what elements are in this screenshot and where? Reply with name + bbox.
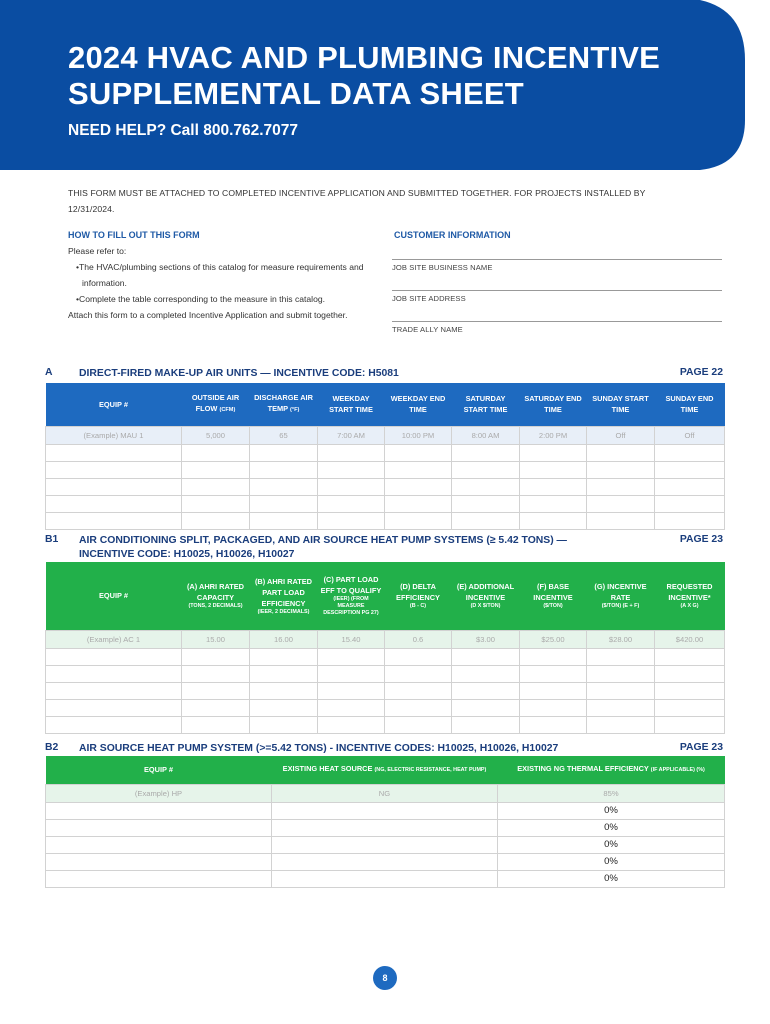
- input-cell[interactable]: [272, 836, 498, 853]
- input-cell[interactable]: [182, 444, 250, 461]
- section-a-letter: A: [45, 367, 53, 378]
- how-to-bullet: • The HVAC/plumbing sections of this catalog for measure requirements and information.: [74, 259, 388, 291]
- table-row: [46, 444, 725, 461]
- example-cell: Off: [587, 426, 655, 444]
- page-title: 2024 HVAC AND PLUMBING INCENTIVE SUPPLEMENTAL DATA SHEET: [68, 40, 661, 111]
- input-cell[interactable]: [46, 648, 182, 665]
- table-row: [46, 665, 725, 682]
- percent-cell[interactable]: 0%: [498, 836, 725, 853]
- input-cell[interactable]: [452, 699, 520, 716]
- input-cell[interactable]: [46, 699, 182, 716]
- percent-cell[interactable]: 0%: [498, 870, 725, 887]
- input-cell[interactable]: [46, 665, 182, 682]
- table-row: [46, 495, 725, 512]
- example-cell: $420.00: [655, 630, 725, 648]
- input-cell[interactable]: [250, 512, 318, 529]
- example-cell: 85%: [498, 784, 725, 802]
- how-to-bullet: • Complete the table corresponding to the measure in this catalog.: [74, 291, 388, 307]
- how-to-body: [68, 243, 388, 323]
- input-cell[interactable]: [587, 682, 655, 699]
- input-cell[interactable]: [587, 478, 655, 495]
- table-row: [46, 512, 725, 529]
- input-cell[interactable]: [272, 853, 498, 870]
- example-cell: (Example) AC 1: [46, 630, 182, 648]
- section-a-page: PAGE 22: [679, 367, 723, 378]
- header-incentive-rate: (G) INCENTIVE RATE ($/TON) (E + F): [587, 562, 655, 630]
- header-base-incentive: (F) BASE INCENTIVE ($/TON): [520, 562, 587, 630]
- input-cell[interactable]: [182, 495, 250, 512]
- input-cell[interactable]: [655, 495, 725, 512]
- input-cell[interactable]: [520, 495, 587, 512]
- input-cell[interactable]: [452, 665, 520, 682]
- example-cell: 2:00 PM: [520, 426, 587, 444]
- input-cell[interactable]: [385, 665, 452, 682]
- example-cell: $28.00: [587, 630, 655, 648]
- input-cell[interactable]: [385, 716, 452, 733]
- input-cell[interactable]: [318, 512, 385, 529]
- input-cell[interactable]: [250, 478, 318, 495]
- input-cell[interactable]: [385, 648, 452, 665]
- input-cell[interactable]: [655, 716, 725, 733]
- header-ahri-efficiency: (B) AHRI RATED PART LOAD EFFICIENCY (IEER, 2 DECIMALS): [250, 562, 318, 630]
- input-cell[interactable]: [655, 444, 725, 461]
- input-cell[interactable]: [272, 802, 498, 819]
- header-outside-air-flow: OUTSIDE AIR FLOW (CFM): [182, 383, 250, 426]
- header-eff-to-qualify: (C) PART LOAD EFF TO QUALIFY (IEER) (FROM MEASURE DESCRIPTION PG 27): [318, 562, 385, 630]
- job-site-business-name-field[interactable]: JOB SITE BUSINESS NAME: [392, 259, 722, 272]
- input-cell[interactable]: [385, 682, 452, 699]
- input-cell[interactable]: [587, 444, 655, 461]
- input-cell[interactable]: [250, 665, 318, 682]
- input-cell[interactable]: [272, 819, 498, 836]
- percent-cell[interactable]: 0%: [498, 819, 725, 836]
- input-cell[interactable]: [385, 444, 452, 461]
- input-cell[interactable]: [272, 870, 498, 887]
- percent-cell[interactable]: 0%: [498, 853, 725, 870]
- table-header-row: [46, 383, 725, 426]
- input-cell[interactable]: [182, 478, 250, 495]
- input-cell[interactable]: [318, 665, 385, 682]
- input-cell[interactable]: [250, 682, 318, 699]
- input-cell[interactable]: [250, 444, 318, 461]
- section-b2-page: PAGE 23: [679, 742, 723, 753]
- header-additional-incentive: (E) ADDITIONAL INCENTIVE (D X $/TON): [452, 562, 520, 630]
- input-cell[interactable]: [587, 512, 655, 529]
- input-cell[interactable]: [520, 461, 587, 478]
- input-cell[interactable]: [520, 648, 587, 665]
- customer-info-title: CUSTOMER INFORMATION: [394, 230, 511, 240]
- header-discharge-air-temp: DISCHARGE AIR TEMP (°F): [250, 383, 318, 426]
- input-cell[interactable]: [452, 682, 520, 699]
- input-cell[interactable]: [587, 699, 655, 716]
- table-header-row: [46, 562, 725, 630]
- input-cell[interactable]: [452, 478, 520, 495]
- example-cell: $25.00: [520, 630, 587, 648]
- page-number: 8: [373, 966, 397, 990]
- header-requested-incentive: REQUESTED INCENTIVE* (A X G): [655, 562, 725, 630]
- example-cell: (Example) MAU 1: [46, 426, 182, 444]
- input-cell[interactable]: [452, 461, 520, 478]
- input-cell[interactable]: [587, 716, 655, 733]
- table-row: [46, 478, 725, 495]
- example-row: [46, 630, 725, 648]
- how-to-lead: Please refer to:: [68, 246, 127, 256]
- input-cell[interactable]: [250, 495, 318, 512]
- input-cell[interactable]: [452, 495, 520, 512]
- percent-cell[interactable]: 0%: [498, 802, 725, 819]
- section-a-table: [45, 383, 725, 530]
- section-b1-letter: B1: [45, 534, 59, 545]
- table-row: [46, 802, 725, 819]
- example-row: [46, 426, 725, 444]
- header-weekday-end: WEEKDAY END TIME: [385, 383, 452, 426]
- input-cell[interactable]: [452, 512, 520, 529]
- input-cell[interactable]: [318, 444, 385, 461]
- input-cell[interactable]: [520, 444, 587, 461]
- input-cell[interactable]: [452, 716, 520, 733]
- table-row: [46, 870, 725, 887]
- example-cell: 15.40: [318, 630, 385, 648]
- input-cell[interactable]: [452, 444, 520, 461]
- input-cell[interactable]: [250, 648, 318, 665]
- input-cell[interactable]: [520, 682, 587, 699]
- example-cell: NG: [272, 784, 498, 802]
- help-phone[interactable]: NEED HELP? Call 800.762.7077: [68, 122, 299, 139]
- example-cell: 8:00 AM: [452, 426, 520, 444]
- input-cell[interactable]: [385, 699, 452, 716]
- input-cell[interactable]: [46, 478, 182, 495]
- table-header-row: [46, 756, 725, 784]
- input-cell[interactable]: [182, 682, 250, 699]
- section-b2-letter: B2: [45, 742, 59, 753]
- input-cell[interactable]: [587, 461, 655, 478]
- input-cell[interactable]: [182, 461, 250, 478]
- example-cell: 16.00: [250, 630, 318, 648]
- header-existing-heat-source: EXISTING HEAT SOURCE (NG, ELECTRIC RESISTANCE, HEAT PUMP): [272, 756, 498, 784]
- input-cell[interactable]: [318, 648, 385, 665]
- header-equip: EQUIP #: [46, 562, 182, 630]
- input-cell[interactable]: [182, 699, 250, 716]
- input-cell[interactable]: [385, 461, 452, 478]
- input-cell[interactable]: [46, 716, 182, 733]
- example-cell: Off: [655, 426, 725, 444]
- input-cell[interactable]: [587, 648, 655, 665]
- example-cell: 5,000: [182, 426, 250, 444]
- input-cell[interactable]: [385, 512, 452, 529]
- table-row: [46, 716, 725, 733]
- section-b2-title: AIR SOURCE HEAT PUMP SYSTEM (>=5.42 TONS) - INCENTIVE CODES: H10025, H10026, H10027: [79, 743, 559, 754]
- input-cell[interactable]: [46, 802, 272, 819]
- example-cell: 65: [250, 426, 318, 444]
- input-cell[interactable]: [250, 699, 318, 716]
- how-to-title: HOW TO FILL OUT THIS FORM: [68, 230, 200, 240]
- input-cell[interactable]: [318, 716, 385, 733]
- input-cell[interactable]: [46, 512, 182, 529]
- input-cell[interactable]: [46, 495, 182, 512]
- section-b2-table: [45, 756, 725, 888]
- input-cell[interactable]: [46, 682, 182, 699]
- section-a-title: DIRECT-FIRED MAKE-UP AIR UNITS — INCENTIVE CODE: H5081: [79, 368, 399, 379]
- input-cell[interactable]: [182, 648, 250, 665]
- section-b1-title: AIR CONDITIONING SPLIT, PACKAGED, AND AIR SOURCE HEAT PUMP SYSTEMS (≥ 5.42 TONS) — INCENTIVE CODE: H10025, H10026, H10027: [79, 535, 567, 560]
- header-weekday-start: WEEKDAY START TIME: [318, 383, 385, 426]
- header-saturday-start: SATURDAY START TIME: [452, 383, 520, 426]
- input-cell[interactable]: [655, 512, 725, 529]
- input-cell[interactable]: [655, 648, 725, 665]
- header-equip: EQUIP #: [46, 756, 272, 784]
- input-cell[interactable]: [46, 853, 272, 870]
- input-cell[interactable]: [46, 819, 272, 836]
- input-cell[interactable]: [385, 495, 452, 512]
- header-saturday-end: SATURDAY END TIME: [520, 383, 587, 426]
- input-cell[interactable]: [520, 716, 587, 733]
- input-cell[interactable]: [318, 478, 385, 495]
- input-cell[interactable]: [520, 512, 587, 529]
- input-cell[interactable]: [587, 665, 655, 682]
- example-cell: $3.00: [452, 630, 520, 648]
- header-existing-ng-efficiency: EXISTING NG THERMAL EFFICIENCY (IF APPLICABLE) (%): [498, 756, 725, 784]
- example-cell: 15.00: [182, 630, 250, 648]
- example-cell: (Example) HP: [46, 784, 272, 802]
- trade-ally-name-field[interactable]: TRADE ALLY NAME: [392, 321, 722, 334]
- section-b1-table: [45, 562, 725, 734]
- input-cell[interactable]: [452, 648, 520, 665]
- table-row: [46, 853, 725, 870]
- header-delta-efficiency: (D) DELTA EFFICIENCY (B - C): [385, 562, 452, 630]
- table-row: [46, 836, 725, 853]
- table-row: [46, 682, 725, 699]
- input-cell[interactable]: [655, 461, 725, 478]
- input-cell[interactable]: [520, 478, 587, 495]
- header-sunday-start: SUNDAY START TIME: [587, 383, 655, 426]
- input-cell[interactable]: [587, 495, 655, 512]
- input-cell[interactable]: [318, 461, 385, 478]
- table-row: [46, 648, 725, 665]
- input-cell[interactable]: [520, 699, 587, 716]
- example-cell: 0.6: [385, 630, 452, 648]
- input-cell[interactable]: [46, 870, 272, 887]
- input-cell[interactable]: [655, 699, 725, 716]
- job-site-address-field[interactable]: JOB SITE ADDRESS: [392, 290, 722, 303]
- table-row: [46, 699, 725, 716]
- header-equip: EQUIP #: [46, 383, 182, 426]
- input-cell[interactable]: [318, 495, 385, 512]
- header-ahri-capacity: (A) AHRI RATED CAPACITY (TONS, 2 DECIMALS): [182, 562, 250, 630]
- input-cell[interactable]: [182, 665, 250, 682]
- example-cell: 7:00 AM: [318, 426, 385, 444]
- how-to-closing: Attach this form to a completed Incentive Application and submit together.: [68, 310, 348, 320]
- table-row: [46, 461, 725, 478]
- example-cell: 10:00 PM: [385, 426, 452, 444]
- input-cell[interactable]: [250, 461, 318, 478]
- input-cell[interactable]: [655, 478, 725, 495]
- input-cell[interactable]: [46, 836, 272, 853]
- input-cell[interactable]: [655, 665, 725, 682]
- header-sunday-end: SUNDAY END TIME: [655, 383, 725, 426]
- input-cell[interactable]: [385, 478, 452, 495]
- section-b1-page: PAGE 23: [679, 534, 723, 545]
- example-row: [46, 784, 725, 802]
- table-row: [46, 819, 725, 836]
- input-cell[interactable]: [520, 665, 587, 682]
- input-cell[interactable]: [318, 699, 385, 716]
- input-cell[interactable]: [250, 716, 318, 733]
- input-cell[interactable]: [182, 512, 250, 529]
- input-cell[interactable]: [318, 682, 385, 699]
- input-cell[interactable]: [182, 716, 250, 733]
- intro-text: THIS FORM MUST BE ATTACHED TO COMPLETED INCENTIVE APPLICATION AND SUBMITTED TOGETHER. FOR PROJECTS INSTALLED BY 12/31/2024.: [68, 188, 646, 214]
- input-cell[interactable]: [655, 682, 725, 699]
- input-cell[interactable]: [46, 444, 182, 461]
- input-cell[interactable]: [46, 461, 182, 478]
